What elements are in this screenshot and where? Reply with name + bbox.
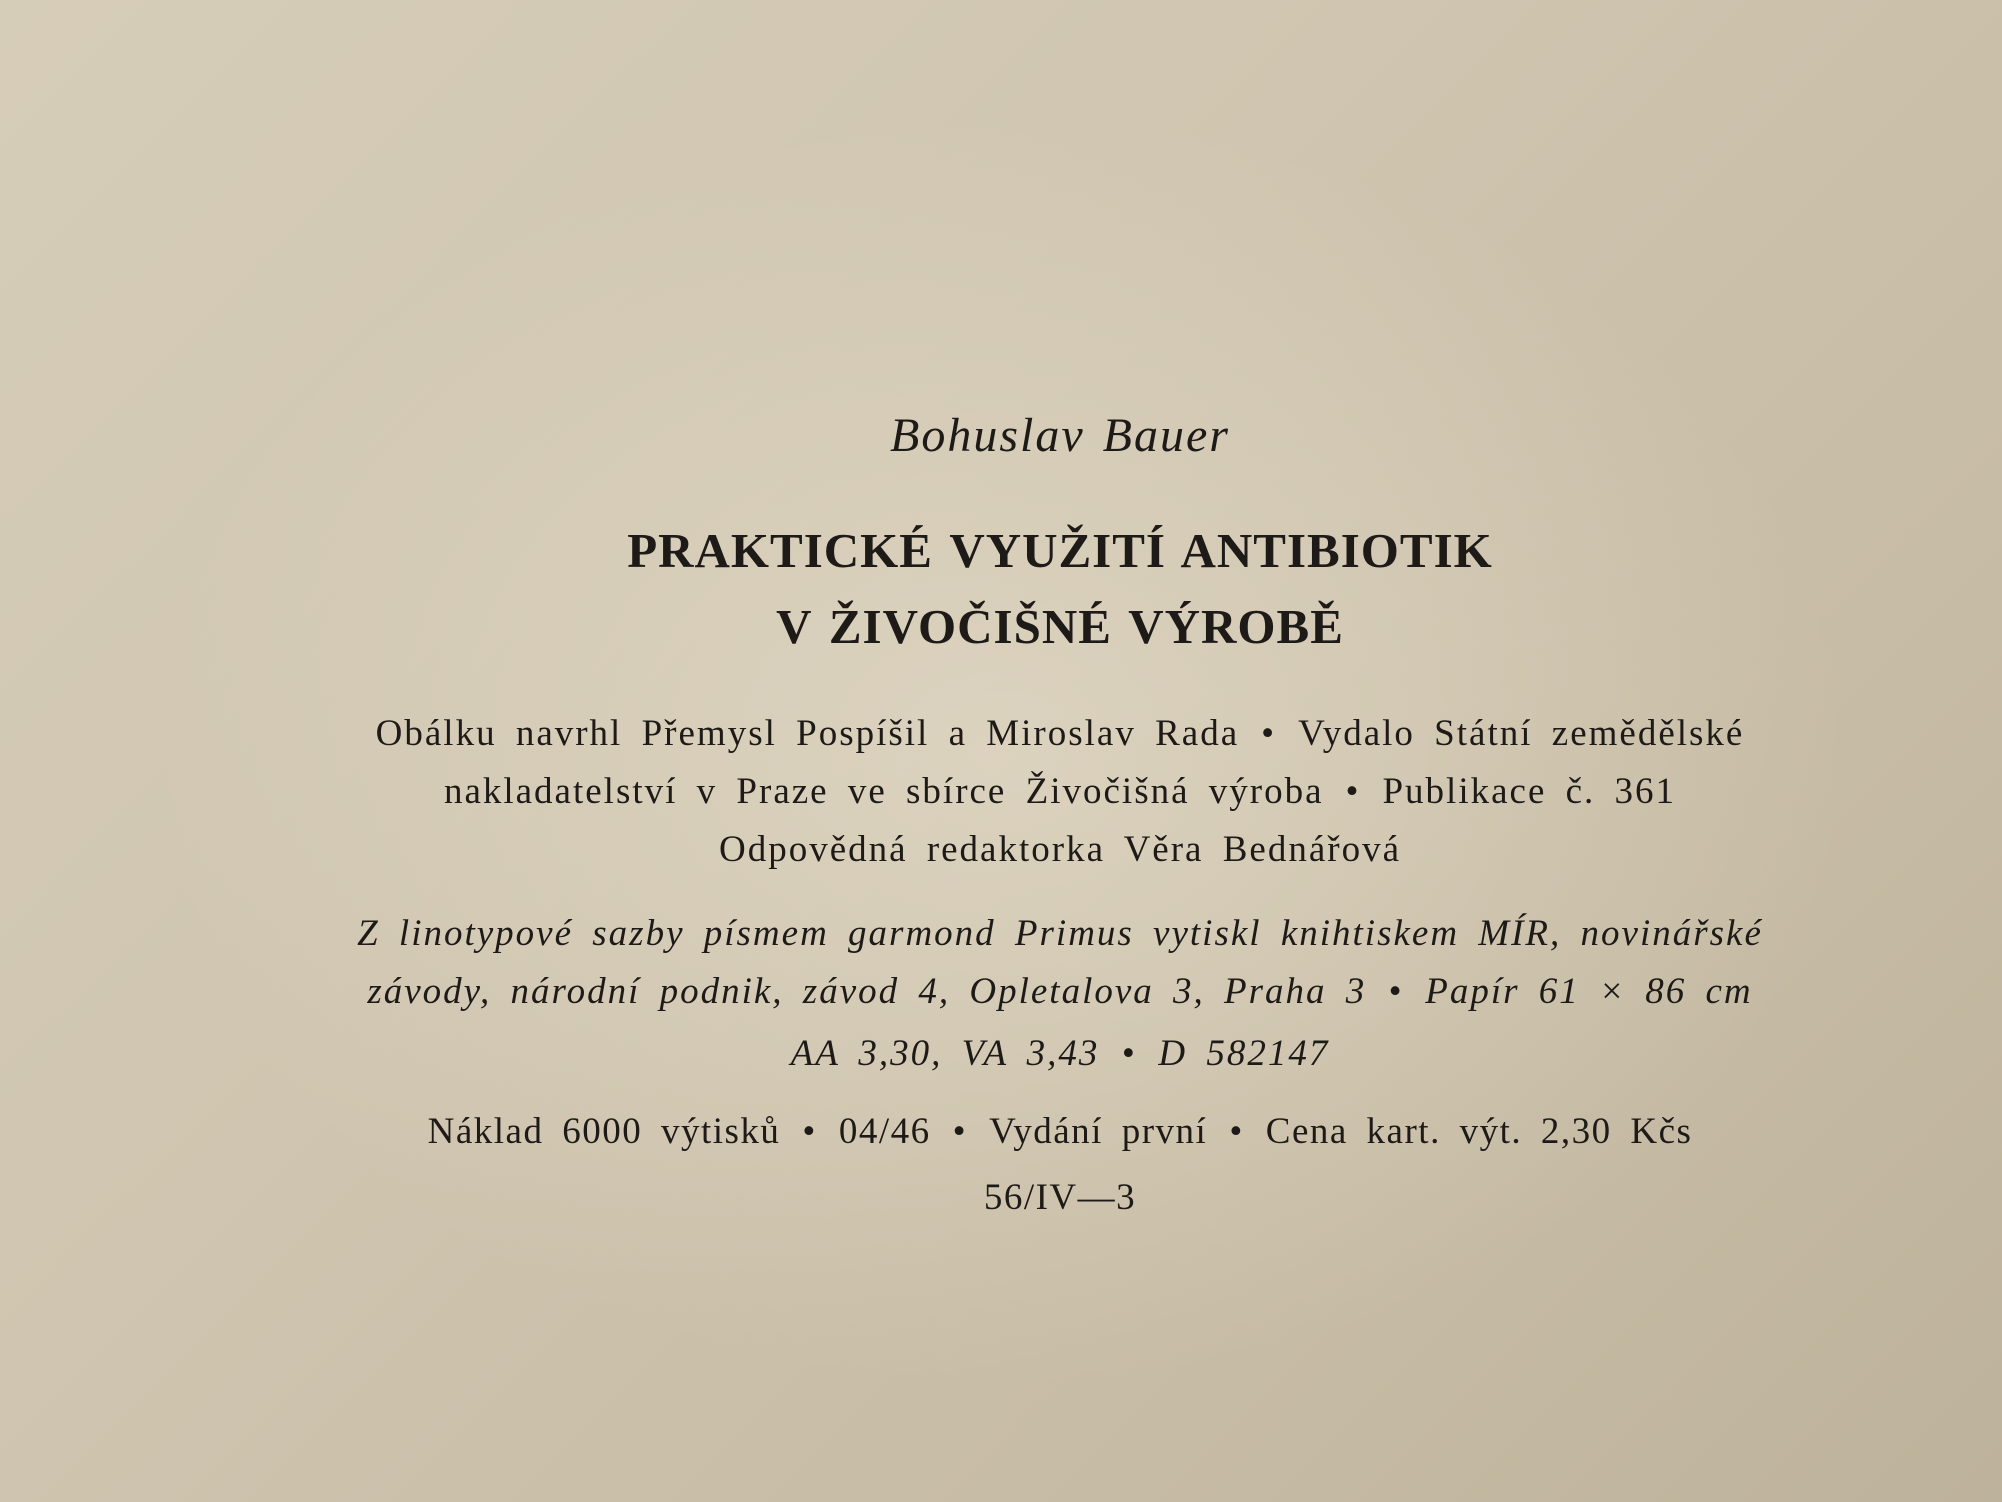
separator-dot: • <box>1388 971 1404 1012</box>
catalog-number: 56/IV—3 <box>983 1177 1137 1218</box>
edition: Vydání první <box>989 1111 1208 1152</box>
book-title-line-1: PRAKTICKÉ VYUŽITÍ ANTIBIOTIK <box>627 523 1493 578</box>
print-run: Náklad 6000 výtisků <box>427 1111 781 1152</box>
imprint-line-1 <box>180 1110 1940 1153</box>
separator-dot: • <box>1261 713 1277 754</box>
separator-dot: • <box>1229 1111 1244 1152</box>
publisher-part-2: nakladatelství v Praze ve sbírce Živočišná výroba <box>443 771 1324 812</box>
credits-line-2 <box>180 770 1940 813</box>
separator-dot: • <box>952 1111 968 1152</box>
responsible-editor: Odpovědná redaktorka Věra Bednářová <box>719 829 1401 870</box>
cover-designer: Obálku navrhl Přemysl Pospíšil a Miroslav Rada <box>375 713 1240 754</box>
author-name: Bohuslav Bauer <box>890 409 1230 462</box>
printing-line-2 <box>180 970 1940 1013</box>
credits-line-1 <box>180 712 1940 755</box>
paper-size: Papír 61 × 86 cm <box>1425 971 1753 1012</box>
printer-address: závody, národní podnik, závod 4, Opletalova 3, Praha 3 <box>367 971 1367 1012</box>
publication-number: Publikace č. 361 <box>1382 771 1677 812</box>
print-code: D 582147 <box>1158 1033 1330 1074</box>
price: Cena kart. výt. 2,30 Kčs <box>1265 1111 1693 1152</box>
separator-dot: • <box>802 1111 817 1152</box>
separator-dot: • <box>1121 1033 1137 1074</box>
book-title-line-2: V ŽIVOČIŠNÉ VÝROBĚ <box>776 599 1344 654</box>
separator-dot: • <box>1345 771 1361 812</box>
printing-line-1: Z linotypové sazby písmem garmond Primus vytiskl knihtiskem MÍR, novinářské <box>357 913 1763 954</box>
imprint-number: 04/46 <box>838 1111 931 1152</box>
printing-line-3 <box>180 1032 1940 1075</box>
sheet-counts: AA 3,30, VA 3,43 <box>790 1033 1100 1074</box>
publisher-part-1: Vydalo Státní zemědělské <box>1298 713 1745 754</box>
